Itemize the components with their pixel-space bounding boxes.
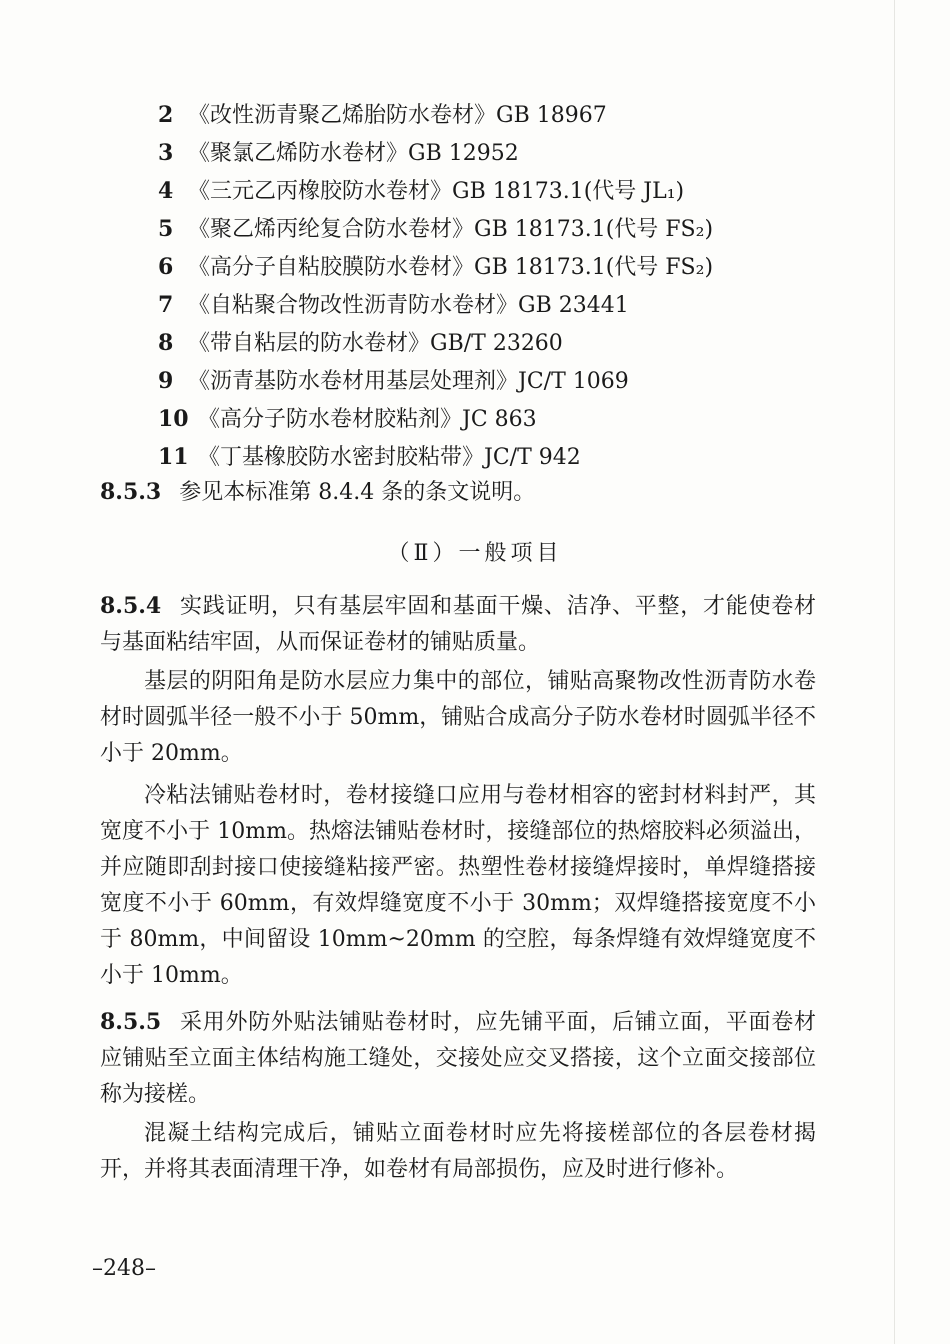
- list-item: 8 《带自粘层的防水卷材》GB/T 23260: [158, 330, 563, 356]
- list-item: 6 《高分子自粘胶膜防水卷材》GB 18173.1(代号 FS₂): [158, 254, 714, 280]
- standards-list: [158, 96, 858, 476]
- list-item: 4 《三元乙丙橡胶防水卷材》GB 18173.1(代号 JL₁): [158, 178, 685, 204]
- paragraph-seam-sealing: 冷粘法铺贴卷材时，卷材接缝口应用与卷材相容的密封材料封严，其宽度不小于 10mm。热熔法铺贴卷材时，接缝部位的热熔胶料必须溢出，并应随即刮封接口使接缝粘接严密。热塑性卷材接缝焊接时，单焊缝搭接宽度不小于 60mm，有效焊缝宽度不小于 30mm；双焊缝搭接宽度不小于 80mm，中间留设 10mm~20mm 的空腔，每条焊缝有效焊缝宽度不小于 10mm。: [100, 783, 816, 988]
- clause-8-5-4: [100, 588, 816, 661]
- clause-number: 8.5.3: [100, 479, 162, 505]
- list-item-text: 《三元乙丙橡胶防水卷材》GB 18173.1(代号 JL₁): [188, 179, 685, 204]
- list-item-text: 《高分子自粘胶膜防水卷材》GB 18173.1(代号 FS₂): [188, 255, 714, 280]
- clause-text: 采用外防外贴法铺贴卷材时，应先铺平面，后铺立面，平面卷材应铺贴至立面主体结构施工缝处，交接处应交叉搭接，这个立面交接部位称为接槎。: [100, 1010, 816, 1107]
- page-edge-line: [894, 0, 895, 1344]
- list-item: 7 《自粘聚合物改性沥青防水卷材》GB 23441: [158, 292, 629, 318]
- list-item-text: 《聚氯乙烯防水卷材》GB 12952: [188, 141, 519, 166]
- list-item: 5 《聚乙烯丙纶复合防水卷材》GB 18173.1(代号 FS₂): [158, 216, 714, 242]
- section-heading: （Ⅱ）一般项目: [387, 541, 563, 566]
- list-item: 9 《沥青基防水卷材用基层处理剂》JC/T 1069: [158, 368, 629, 394]
- paragraph-corner-radius: 基层的阴阳角是防水层应力集中的部位，铺贴高聚物改性沥青防水卷材时圆弧半径一般不小于 50mm，铺贴合成高分子防水卷材时圆弧半径不小于 20mm。: [100, 669, 816, 766]
- paragraph-concrete-completion: 混凝土结构完成后，铺贴立面卷材时应先将接槎部位的各层卷材揭开，并将其表面清理干净，如卷材有局部损伤，应及时进行修补。: [100, 1121, 816, 1182]
- list-item: 2 《改性沥青聚乙烯胎防水卷材》GB 18967: [158, 102, 607, 128]
- list-item-text: 《自粘聚合物改性沥青防水卷材》GB 23441: [188, 293, 629, 318]
- list-item: 10 《高分子防水卷材胶粘剂》JC 863: [158, 406, 537, 432]
- clause-text: 参见本标准第 8.4.4 条的条文说明。: [179, 480, 536, 505]
- clause-number: 8.5.4: [100, 593, 162, 619]
- clause-text: 实践证明，只有基层牢固和基面干燥、洁净、平整，才能使卷材与基面粘结牢固，从而保证卷材的铺贴质量。: [100, 594, 816, 655]
- list-item-text: 《高分子防水卷材胶粘剂》JC 863: [198, 407, 537, 432]
- list-item-text: 《带自粘层的防水卷材》GB/T 23260: [188, 331, 563, 356]
- list-item-text: 《改性沥青聚乙烯胎防水卷材》GB 18967: [188, 103, 607, 128]
- clause-8-5-5: [100, 1004, 816, 1113]
- page-number: –248–: [92, 1256, 156, 1281]
- clause-number: 8.5.5: [100, 1009, 162, 1035]
- list-item-text: 《丁基橡胶防水密封胶粘带》JC/T 942: [198, 445, 581, 470]
- list-item-text: 《聚乙烯丙纶复合防水卷材》GB 18173.1(代号 FS₂): [188, 217, 714, 242]
- list-item: 3 《聚氯乙烯防水卷材》GB 12952: [158, 140, 519, 166]
- clause-8-5-3: [100, 474, 816, 511]
- list-item-text: 《沥青基防水卷材用基层处理剂》JC/T 1069: [188, 369, 629, 394]
- list-item: 11 《丁基橡胶防水密封胶粘带》JC/T 942: [158, 444, 581, 470]
